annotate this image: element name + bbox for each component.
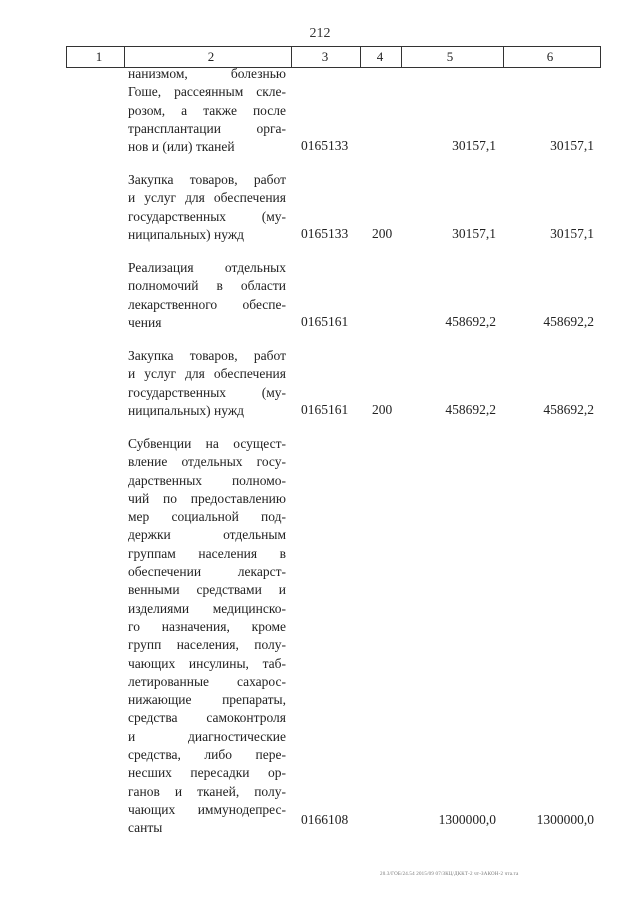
column-divider	[401, 46, 402, 68]
header-col-5: 5	[446, 49, 454, 64]
row-code: 0166108	[301, 812, 349, 827]
column-divider	[600, 46, 601, 68]
column-divider	[124, 46, 125, 68]
header-col-2: 2	[207, 49, 215, 64]
row-value-col5: 30157,1	[452, 138, 496, 153]
column-divider	[503, 46, 504, 68]
column-divider	[66, 46, 67, 68]
row-type-code: 200	[372, 226, 393, 241]
page-number: 212	[309, 26, 331, 41]
row-code: 0165161	[301, 402, 349, 417]
row-type-code: 200	[372, 402, 393, 417]
column-divider	[360, 46, 361, 68]
row-description: Закупка товаров, работ и услуг для обеспечения государственных (му- ниципальных) нужд	[128, 348, 286, 418]
row-value-col5: 458692,2	[445, 314, 496, 329]
header-col-3: 3	[321, 49, 329, 64]
row-value-col5: 30157,1	[452, 226, 496, 241]
row-description: Субвенции на осущест- вление отдельных госу- дарственных полномо- чий по предоставлению мер социальной под- держки отдельным группам населения в обеспечении лекарст- венными средствами и изделиями медицинско- го назначения, кроме групп населения, полу- чающих инсулины, таб- летированные сахарос- нижающие препараты, средства самоконтроля и диагностические средства, либо пере- несших пересадки ор- ганов и тканей, полу- чающих иммунодепрес- санты	[128, 436, 286, 836]
row-description: Закупка товаров, работ и услуг для обеспечения государственных (му- ниципальных) нужд	[128, 172, 286, 242]
header-col-6: 6	[546, 49, 554, 64]
header-col-1: 1	[95, 49, 103, 64]
row-code: 0165161	[301, 314, 349, 329]
header-col-4: 4	[376, 49, 384, 64]
row-value-col5: 1300000,0	[438, 812, 496, 827]
row-value-col6: 30157,1	[550, 138, 594, 153]
row-value-col6: 1300000,0	[536, 812, 594, 827]
row-value-col6: 458692,2	[543, 402, 594, 417]
row-description: нанизмом, болезнью Гоше, рассеянным скле- розом, а также после трансплантации орга- нов и (или) тканей	[128, 66, 286, 155]
row-value-col5: 458692,2	[445, 402, 496, 417]
row-description: Реализация отдельных полномочий в области лекарственного обеспе- чения	[128, 260, 286, 330]
document-footer-code: 20.3/ГОБ/24.54 2015/09 07/ЗКЦ/ДККТ-2 чт-ЗАКОН-2 чта.та	[380, 872, 519, 877]
row-code: 0165133	[301, 226, 349, 241]
row-value-col6: 30157,1	[550, 226, 594, 241]
column-divider	[291, 46, 292, 68]
row-value-col6: 458692,2	[543, 314, 594, 329]
row-code: 0165133	[301, 138, 349, 153]
